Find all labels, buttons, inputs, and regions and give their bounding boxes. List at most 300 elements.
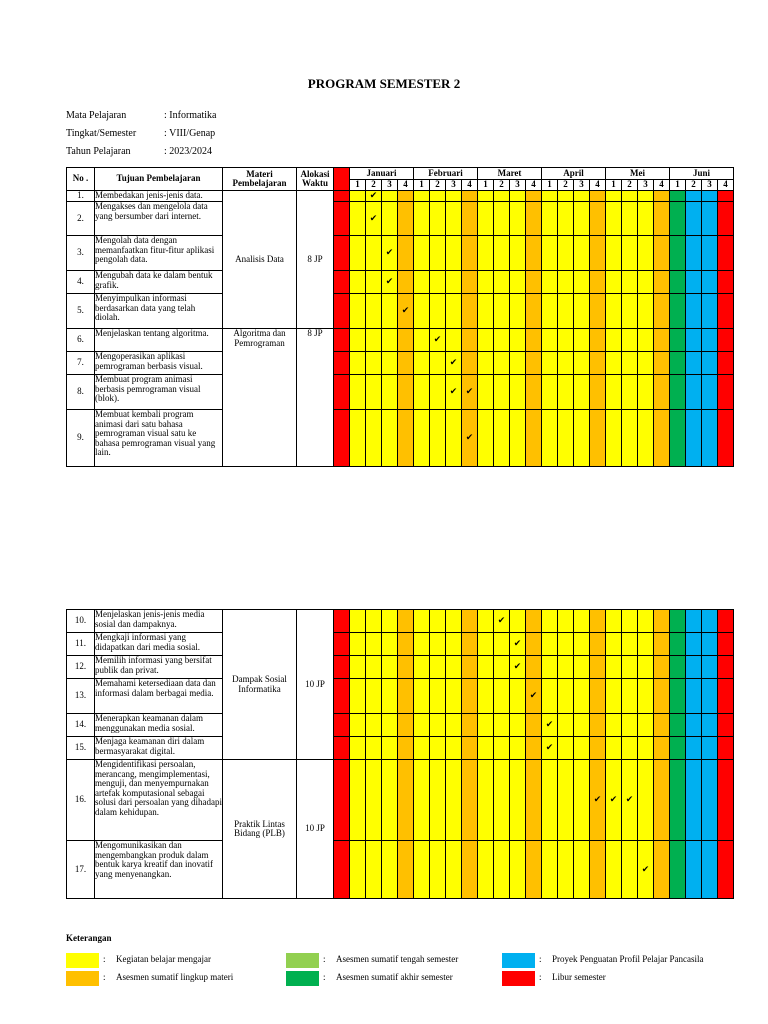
check-mark-icon: ✔ [385, 247, 394, 258]
week-cell [574, 841, 590, 899]
legend-swatch [502, 953, 535, 968]
week-cell [606, 841, 622, 899]
header-holiday-col [334, 168, 350, 191]
week-cell [446, 352, 462, 375]
week-cell [478, 352, 494, 375]
week-cell [590, 375, 606, 410]
learning-objective: Membuat program animasi berbasis pemrograman visual (blok). [95, 375, 223, 410]
check-mark-icon: ✔ [545, 742, 554, 753]
week-cell [350, 610, 366, 633]
row-number: 17. [67, 841, 95, 899]
week-cell [526, 202, 542, 236]
week-cell [686, 841, 702, 899]
week-cell [718, 633, 734, 656]
row-number: 2. [67, 202, 95, 236]
week-cell [398, 352, 414, 375]
week-cell [718, 679, 734, 714]
week-cell [606, 375, 622, 410]
week-cell [574, 610, 590, 633]
week-cell [334, 236, 350, 271]
week-cell [494, 352, 510, 375]
learning-objective: Memilih informasi yang bersifat publik dan privat. [95, 656, 223, 679]
check-mark-icon: ✔ [465, 386, 474, 397]
week-cell [638, 202, 654, 236]
week-cell [334, 737, 350, 760]
week-cell [638, 352, 654, 375]
week-cell [718, 202, 734, 236]
week-cell [366, 294, 382, 329]
week-cell [702, 760, 718, 841]
learning-objective: Membuat kembali program animasi dari satu bahasa pemrograman visual satu ke bahasa pemrograman visual yang lain. [95, 410, 223, 467]
week-cell [702, 202, 718, 236]
row-number: 11. [67, 633, 95, 656]
legend-label: Asesmen sumatif lingkup materi [116, 972, 234, 982]
week-cell [526, 329, 542, 352]
week-cell [574, 352, 590, 375]
week-cell [686, 714, 702, 737]
week-cell [542, 375, 558, 410]
header-week: 2 [366, 180, 382, 191]
week-cell [350, 679, 366, 714]
week-cell [686, 352, 702, 375]
week-cell [430, 191, 446, 202]
week-cell [526, 633, 542, 656]
week-cell [606, 352, 622, 375]
week-cell [686, 610, 702, 633]
week-cell [638, 329, 654, 352]
week-cell [718, 236, 734, 271]
week-cell [686, 294, 702, 329]
week-cell [478, 841, 494, 899]
week-cell [366, 191, 382, 202]
week-cell [494, 236, 510, 271]
week-cell [718, 329, 734, 352]
week-cell [414, 737, 430, 760]
week-cell [654, 656, 670, 679]
week-cell [478, 737, 494, 760]
week-cell [638, 841, 654, 899]
week-cell [702, 841, 718, 899]
semester-program-table-2 [66, 609, 734, 899]
week-cell [494, 191, 510, 202]
week-cell [526, 610, 542, 633]
week-cell [462, 329, 478, 352]
week-cell [606, 410, 622, 467]
alokasi-cell: 8 JP [297, 191, 334, 329]
header-week: 4 [462, 180, 478, 191]
week-cell [462, 714, 478, 737]
week-cell [382, 714, 398, 737]
row-number: 10. [67, 610, 95, 633]
week-cell [382, 375, 398, 410]
materi-cell: Praktik Lintas Bidang (PLB) [223, 760, 297, 899]
week-cell [718, 191, 734, 202]
week-cell [462, 236, 478, 271]
learning-objective: Mengubah data ke dalam bentuk grafik. [95, 271, 223, 294]
week-cell [542, 633, 558, 656]
header-alokasi: Alokasi Waktu [297, 168, 334, 191]
week-cell [558, 329, 574, 352]
week-cell [446, 375, 462, 410]
week-cell [494, 714, 510, 737]
check-mark-icon: ✔ [449, 386, 458, 397]
week-cell [574, 656, 590, 679]
week-cell [398, 656, 414, 679]
week-cell [654, 375, 670, 410]
week-cell [414, 191, 430, 202]
week-cell [510, 679, 526, 714]
week-cell [542, 271, 558, 294]
header-month-feb: Februari [414, 168, 478, 180]
week-cell [510, 633, 526, 656]
row-number: 14. [67, 714, 95, 737]
legend-separator: : [103, 972, 106, 982]
week-cell [542, 737, 558, 760]
week-cell [446, 737, 462, 760]
week-cell [574, 737, 590, 760]
week-cell [654, 271, 670, 294]
week-cell [414, 329, 430, 352]
week-cell [638, 633, 654, 656]
week-cell [654, 191, 670, 202]
week-cell [670, 191, 686, 202]
week-cell [606, 202, 622, 236]
week-cell [686, 329, 702, 352]
week-cell [430, 375, 446, 410]
week-cell [526, 656, 542, 679]
week-cell [494, 633, 510, 656]
week-cell [462, 375, 478, 410]
learning-objective: Mengoperasikan aplikasi pemrograman berbasis visual. [95, 352, 223, 375]
check-mark-icon: ✔ [593, 794, 602, 805]
week-cell [366, 841, 382, 899]
week-cell [558, 679, 574, 714]
week-cell [558, 610, 574, 633]
header-week: 4 [590, 180, 606, 191]
week-cell [718, 410, 734, 467]
week-cell [334, 375, 350, 410]
week-cell [622, 271, 638, 294]
week-cell [670, 202, 686, 236]
learning-objective: Mengolah data dengan memanfaatkan fitur-fitur aplikasi pengolah data. [95, 236, 223, 271]
week-cell [382, 202, 398, 236]
week-cell [478, 294, 494, 329]
week-cell [526, 841, 542, 899]
learning-objective: Mengidentifikasi persoalan, merancang, mengimplementasi, menguji, dan menyempurnakan artefak komputasional sebagai solusi dari persoalan yang dihadapi dalam kehidupan. [95, 760, 223, 841]
week-cell [686, 191, 702, 202]
week-cell [350, 329, 366, 352]
week-cell [590, 271, 606, 294]
week-cell [366, 271, 382, 294]
week-cell [686, 760, 702, 841]
week-cell [542, 410, 558, 467]
week-cell [366, 737, 382, 760]
week-cell [718, 352, 734, 375]
week-cell [494, 679, 510, 714]
week-cell [654, 737, 670, 760]
learning-objective: Menjaga keamanan diri dalam bermasyarakat digital. [95, 737, 223, 760]
meta-label-subject: Mata Pelajaran [66, 110, 127, 121]
week-cell [590, 410, 606, 467]
check-mark-icon: ✔ [513, 638, 522, 649]
week-cell [526, 236, 542, 271]
week-cell [398, 202, 414, 236]
week-cell [478, 375, 494, 410]
legend-separator: : [539, 954, 542, 964]
header-week: 1 [350, 180, 366, 191]
check-mark-icon: ✔ [385, 276, 394, 287]
week-cell [590, 294, 606, 329]
week-cell [462, 191, 478, 202]
week-cell [526, 352, 542, 375]
week-cell [462, 737, 478, 760]
week-cell [494, 375, 510, 410]
week-cell [430, 841, 446, 899]
week-cell [414, 271, 430, 294]
week-cell [350, 271, 366, 294]
week-cell [414, 841, 430, 899]
week-cell [606, 714, 622, 737]
header-week: 2 [430, 180, 446, 191]
week-cell [686, 737, 702, 760]
week-cell [478, 610, 494, 633]
week-cell [478, 329, 494, 352]
header-week: 1 [606, 180, 622, 191]
week-cell [430, 737, 446, 760]
row-number: 5. [67, 294, 95, 329]
week-cell [638, 236, 654, 271]
week-cell [574, 294, 590, 329]
week-cell [382, 294, 398, 329]
week-cell [622, 236, 638, 271]
legend-swatch [66, 953, 99, 968]
learning-objective: Memahami ketersediaan data dan informasi dalam berbagai media. [95, 679, 223, 714]
week-cell [430, 714, 446, 737]
week-cell [350, 760, 366, 841]
week-cell [718, 841, 734, 899]
week-cell [574, 633, 590, 656]
week-cell [638, 191, 654, 202]
week-cell [382, 271, 398, 294]
week-cell [590, 760, 606, 841]
table-row [67, 294, 734, 329]
table-row [67, 714, 734, 737]
check-mark-icon: ✔ [625, 794, 634, 805]
week-cell [718, 271, 734, 294]
week-cell [558, 352, 574, 375]
week-cell [334, 202, 350, 236]
week-cell [382, 191, 398, 202]
week-cell [430, 271, 446, 294]
week-cell [654, 760, 670, 841]
week-cell [638, 737, 654, 760]
week-cell [446, 760, 462, 841]
week-cell [430, 236, 446, 271]
alokasi-cell: 10 JP [297, 610, 334, 760]
week-cell [494, 656, 510, 679]
week-cell [606, 271, 622, 294]
week-cell [622, 656, 638, 679]
header-week: 1 [478, 180, 494, 191]
meta-label-year: Tahun Pelajaran [66, 146, 131, 157]
week-cell [558, 375, 574, 410]
check-mark-icon: ✔ [369, 212, 378, 223]
week-cell [654, 610, 670, 633]
materi-cell: Analisis Data [223, 191, 297, 329]
week-cell [622, 191, 638, 202]
header-week: 4 [654, 180, 670, 191]
week-cell [430, 294, 446, 329]
week-cell [446, 714, 462, 737]
table-row [67, 352, 734, 375]
week-cell [590, 352, 606, 375]
table-row [67, 760, 734, 841]
week-cell [494, 294, 510, 329]
week-cell [590, 656, 606, 679]
week-cell [398, 760, 414, 841]
week-cell [398, 679, 414, 714]
header-week: 4 [718, 180, 734, 191]
week-cell [638, 375, 654, 410]
header-no: No . [67, 168, 95, 191]
learning-objective: Mengomunikasikan dan mengembangkan produk dalam bentuk karya kreatif dan inovatif yang menyenangkan. [95, 841, 223, 899]
week-cell [718, 375, 734, 410]
header-week: 4 [398, 180, 414, 191]
week-cell [702, 236, 718, 271]
week-cell [638, 679, 654, 714]
week-cell [462, 294, 478, 329]
week-cell [446, 236, 462, 271]
legend-separator: : [539, 972, 542, 982]
week-cell [494, 841, 510, 899]
week-cell [510, 760, 526, 841]
week-cell [510, 737, 526, 760]
week-cell [382, 610, 398, 633]
week-cell [606, 737, 622, 760]
week-cell [542, 202, 558, 236]
week-cell [350, 352, 366, 375]
table-row [67, 679, 734, 714]
header-week: 1 [670, 180, 686, 191]
week-cell [670, 714, 686, 737]
week-cell [478, 633, 494, 656]
week-cell [462, 410, 478, 467]
week-cell [398, 375, 414, 410]
week-cell [350, 737, 366, 760]
header-month-jun: Juni [670, 168, 734, 180]
week-cell [670, 271, 686, 294]
week-cell [718, 656, 734, 679]
week-cell [366, 714, 382, 737]
row-number: 3. [67, 236, 95, 271]
week-cell [510, 202, 526, 236]
week-cell [686, 410, 702, 467]
week-cell [350, 841, 366, 899]
week-cell [398, 294, 414, 329]
week-cell [542, 329, 558, 352]
week-cell [414, 294, 430, 329]
week-cell [542, 191, 558, 202]
week-cell [382, 236, 398, 271]
week-cell [670, 352, 686, 375]
week-cell [430, 760, 446, 841]
week-cell [702, 410, 718, 467]
check-mark-icon: ✔ [641, 863, 650, 874]
week-cell [510, 714, 526, 737]
week-cell [494, 410, 510, 467]
week-cell [702, 610, 718, 633]
week-cell [590, 737, 606, 760]
row-number: 4. [67, 271, 95, 294]
table-row [67, 191, 734, 202]
week-cell [446, 191, 462, 202]
week-cell [398, 410, 414, 467]
week-cell [558, 737, 574, 760]
week-cell [558, 714, 574, 737]
week-cell [350, 633, 366, 656]
check-mark-icon: ✔ [545, 719, 554, 730]
week-cell [606, 610, 622, 633]
row-number: 6. [67, 329, 95, 352]
week-cell [574, 191, 590, 202]
week-cell [430, 352, 446, 375]
week-cell [414, 202, 430, 236]
week-cell [590, 191, 606, 202]
week-cell [334, 656, 350, 679]
page-title: PROGRAM SEMESTER 2 [307, 76, 461, 91]
week-cell [366, 236, 382, 271]
week-cell [414, 410, 430, 467]
week-cell [670, 737, 686, 760]
week-cell [334, 841, 350, 899]
week-cell [430, 610, 446, 633]
week-cell [542, 610, 558, 633]
week-cell [622, 679, 638, 714]
week-cell [478, 191, 494, 202]
week-cell [590, 610, 606, 633]
week-cell [558, 633, 574, 656]
week-cell [494, 271, 510, 294]
week-cell [622, 737, 638, 760]
learning-objective: Membedakan jenis-jenis data. [95, 191, 223, 202]
header-month-mar: Maret [478, 168, 542, 180]
week-cell [622, 610, 638, 633]
week-cell [670, 294, 686, 329]
week-cell [366, 375, 382, 410]
week-cell [430, 410, 446, 467]
week-cell [638, 656, 654, 679]
week-cell [606, 329, 622, 352]
week-cell [478, 202, 494, 236]
week-cell [638, 271, 654, 294]
week-cell [606, 679, 622, 714]
week-cell [350, 375, 366, 410]
week-cell [334, 679, 350, 714]
legend-separator: : [103, 954, 106, 964]
meta-value-subject: : Informatika [164, 110, 217, 121]
week-cell [670, 410, 686, 467]
week-cell [590, 679, 606, 714]
week-cell [510, 610, 526, 633]
check-mark-icon: ✔ [433, 334, 442, 345]
week-cell [446, 271, 462, 294]
check-mark-icon: ✔ [369, 190, 378, 201]
header-tujuan: Tujuan Pembelajaran [95, 168, 223, 191]
week-cell [638, 714, 654, 737]
week-cell [446, 656, 462, 679]
week-cell [510, 271, 526, 294]
week-cell [398, 236, 414, 271]
